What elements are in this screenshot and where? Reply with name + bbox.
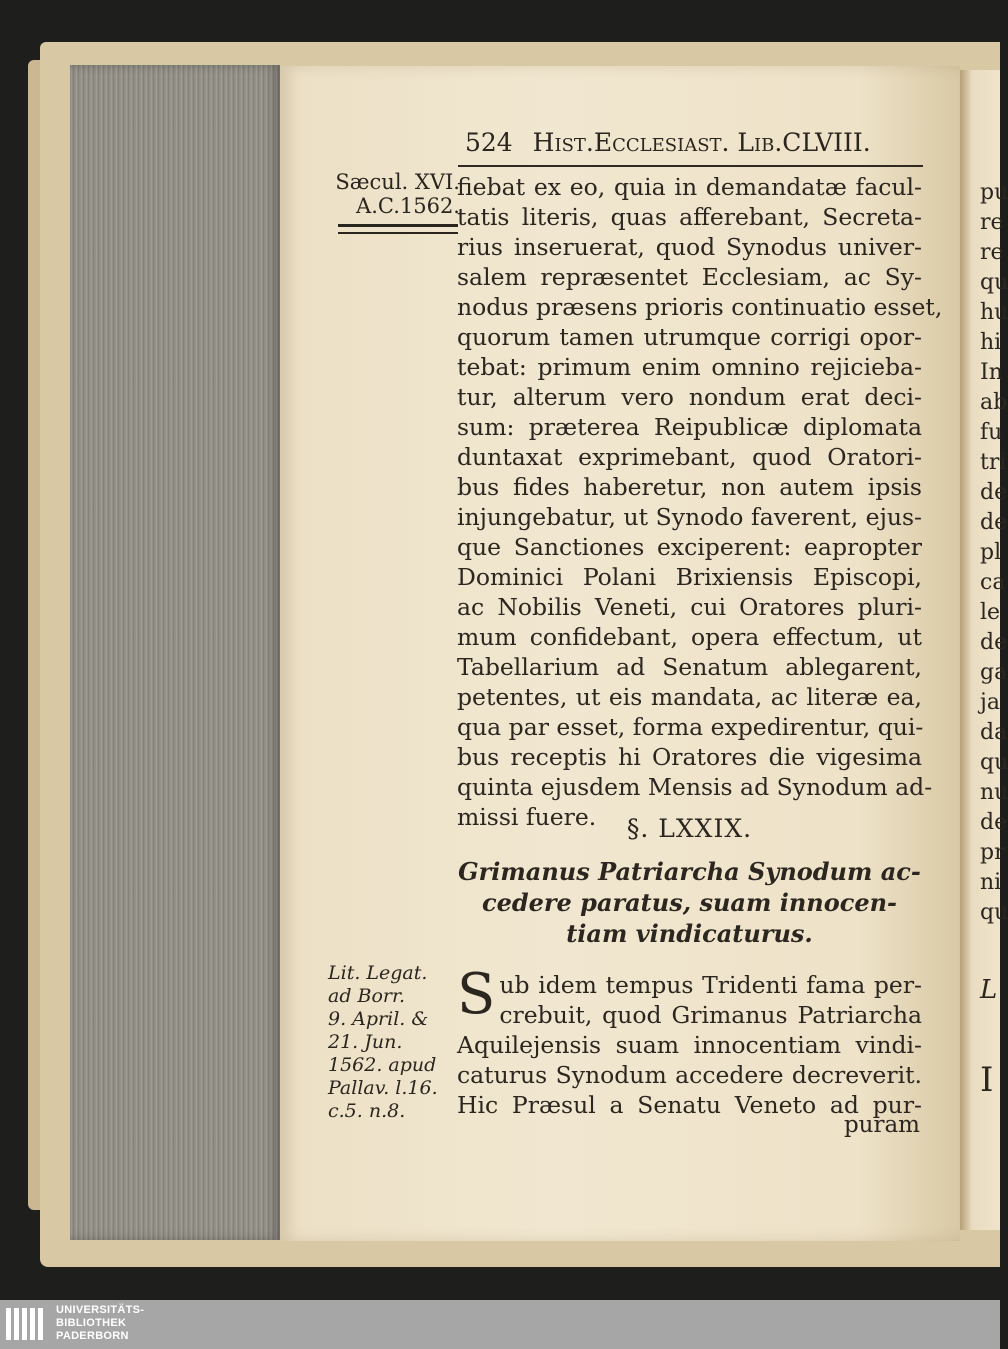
margin-year: A.C.1562.	[356, 194, 460, 218]
facing-page-fragment: qu	[980, 750, 1008, 775]
section-number: §. LXXIX.	[626, 814, 753, 843]
facing-page-fragment: de	[980, 480, 1008, 505]
margin-note-line: Lit. Legat.	[328, 962, 428, 984]
facing-page-fragment: qu	[980, 270, 1008, 295]
facing-page-fragment: nu	[980, 780, 1008, 805]
text-line: injungebatur, ut Synodo faverent, ejus-	[457, 503, 922, 531]
paragraph-2	[457, 962, 922, 1120]
facing-page-fragment: de	[980, 810, 1008, 835]
text-line: salem repræsentet Ecclesiam, ac Sy-	[457, 263, 922, 291]
margin-note-line: 21. Jun.	[328, 1031, 403, 1053]
text-line: mum confidebant, opera effectum, ut	[457, 623, 922, 651]
running-title: Hist.Ecclesiast. Lib.CLVIII.	[532, 128, 871, 157]
facing-page-fragment: re	[980, 240, 1004, 265]
facing-page-fragment: fu	[980, 420, 1003, 445]
facing-page-fragment: I	[980, 1060, 994, 1100]
facing-page-fragment: qu	[980, 900, 1008, 925]
catchword: puram	[843, 1112, 920, 1138]
text-line: qua par esset, forma expedirentur, qui-	[457, 713, 924, 741]
page-number: 524	[465, 128, 513, 157]
heading-line: tiam vindicaturus.	[566, 919, 813, 948]
facing-page-fragment: hi	[980, 330, 1002, 355]
facing-page-fragment: pu	[980, 180, 1008, 205]
text-line: tebat: primum enim omnino rejicieba-	[457, 353, 922, 381]
text-line: duntaxat exprimebant, quod Oratori-	[457, 443, 922, 471]
text-line: quinta ejusdem Mensis ad Synodum ad-	[457, 773, 933, 801]
library-name-line1: UNIVERSITÄTS-	[56, 1304, 145, 1316]
margin-citation	[328, 962, 458, 1123]
text-line: ac Nobilis Veneti, cui Oratores pluri-	[457, 593, 922, 621]
library-name-line2: BIBLIOTHEK	[56, 1317, 127, 1329]
text-line: rius inseruerat, quod Synodus univer-	[457, 233, 922, 261]
text-line: ub idem tempus Tridenti fama per-	[499, 971, 922, 999]
facing-page-fragment: In	[980, 360, 1003, 385]
drop-cap: S	[457, 962, 496, 1027]
section-heading	[457, 856, 922, 949]
facing-page-fragment: ja	[980, 690, 1000, 715]
margin-note-line: c.5. n.8.	[328, 1100, 406, 1122]
text-line: nodus præsens prioris continuatio esset,	[457, 293, 943, 321]
facing-page-fragment: re	[980, 210, 1004, 235]
running-head	[465, 128, 925, 162]
heading-line: Grimanus Patriarcha Synodum ac-	[458, 857, 921, 886]
facing-page-fragment: ab	[980, 390, 1008, 415]
body-text	[457, 172, 943, 832]
library-logo-icon	[6, 1308, 50, 1340]
text-line: Dominici Polani Brixiensis Episcopi,	[457, 563, 922, 591]
text-line: fiebat ex eo, quia in demandatæ facul-	[457, 173, 922, 201]
text-line: missi fuere.	[457, 803, 597, 831]
facing-page-fragment: ca	[980, 570, 1006, 595]
page-block-edge	[70, 65, 280, 1240]
facing-page-edge	[960, 70, 1008, 1230]
margin-rule-1	[338, 224, 458, 227]
facing-page-fragment: da	[980, 720, 1008, 745]
facing-page-fragment: L	[980, 975, 998, 1005]
facing-page-fragment: ni	[980, 870, 1002, 895]
facing-page-fragment: le	[980, 600, 1001, 625]
text-line: caturus Synodum accedere decreverit.	[457, 1061, 922, 1089]
text-line: bus fides haberetur, non autem ipsis	[457, 473, 922, 501]
facing-page-fragment: de	[980, 630, 1008, 655]
text-line: Aquilejensis suam innocentiam vindi-	[457, 1031, 922, 1059]
text-line: quorum tamen utrumque corrigi opor-	[457, 323, 922, 351]
margin-note-line: Pallav. l.16.	[328, 1077, 438, 1099]
facing-page-fragment: pl	[980, 540, 1002, 565]
margin-note-line: 1562. apud	[328, 1054, 437, 1076]
heading-line: cedere paratus, suam innocen-	[481, 888, 898, 917]
text-line: tatis literis, quas afferebant, Secreta-	[457, 203, 922, 231]
facing-page-fragment: tri	[980, 450, 1007, 475]
facing-page-fragment: hu	[980, 300, 1008, 325]
facing-page-fragment: ga	[980, 660, 1008, 685]
text-line: crebuit, quod Grimanus Patriarcha	[499, 1001, 922, 1029]
margin-date	[330, 170, 460, 218]
text-line: sum: præterea Reipublicæ diplomata	[457, 413, 922, 441]
margin-note-line: 9. April. &	[328, 1008, 429, 1030]
text-line: bus receptis hi Oratores die vigesima	[457, 743, 922, 771]
text-line: que Sanctiones exciperent: eapropter	[457, 533, 922, 561]
library-footer	[0, 1300, 1000, 1349]
text-line: Hic Præsul a Senatu Veneto ad pur-	[457, 1091, 922, 1119]
margin-note-line: ad Borr.	[328, 985, 406, 1007]
facing-page-fragment: de	[980, 510, 1008, 535]
library-name	[56, 1304, 144, 1343]
library-name-line3: PADERBORN	[56, 1330, 129, 1342]
margin-century: Sæcul. XVI.	[335, 170, 460, 194]
facing-page-fragment: pr	[980, 840, 1005, 865]
text-line: tur, alterum vero nondum erat deci-	[457, 383, 922, 411]
head-rule	[458, 165, 923, 167]
text-line: Tabellarium ad Senatum ablegarent,	[457, 653, 922, 681]
margin-rule-2	[338, 232, 458, 234]
text-line: petentes, ut eis mandata, ac literæ ea,	[457, 683, 922, 711]
